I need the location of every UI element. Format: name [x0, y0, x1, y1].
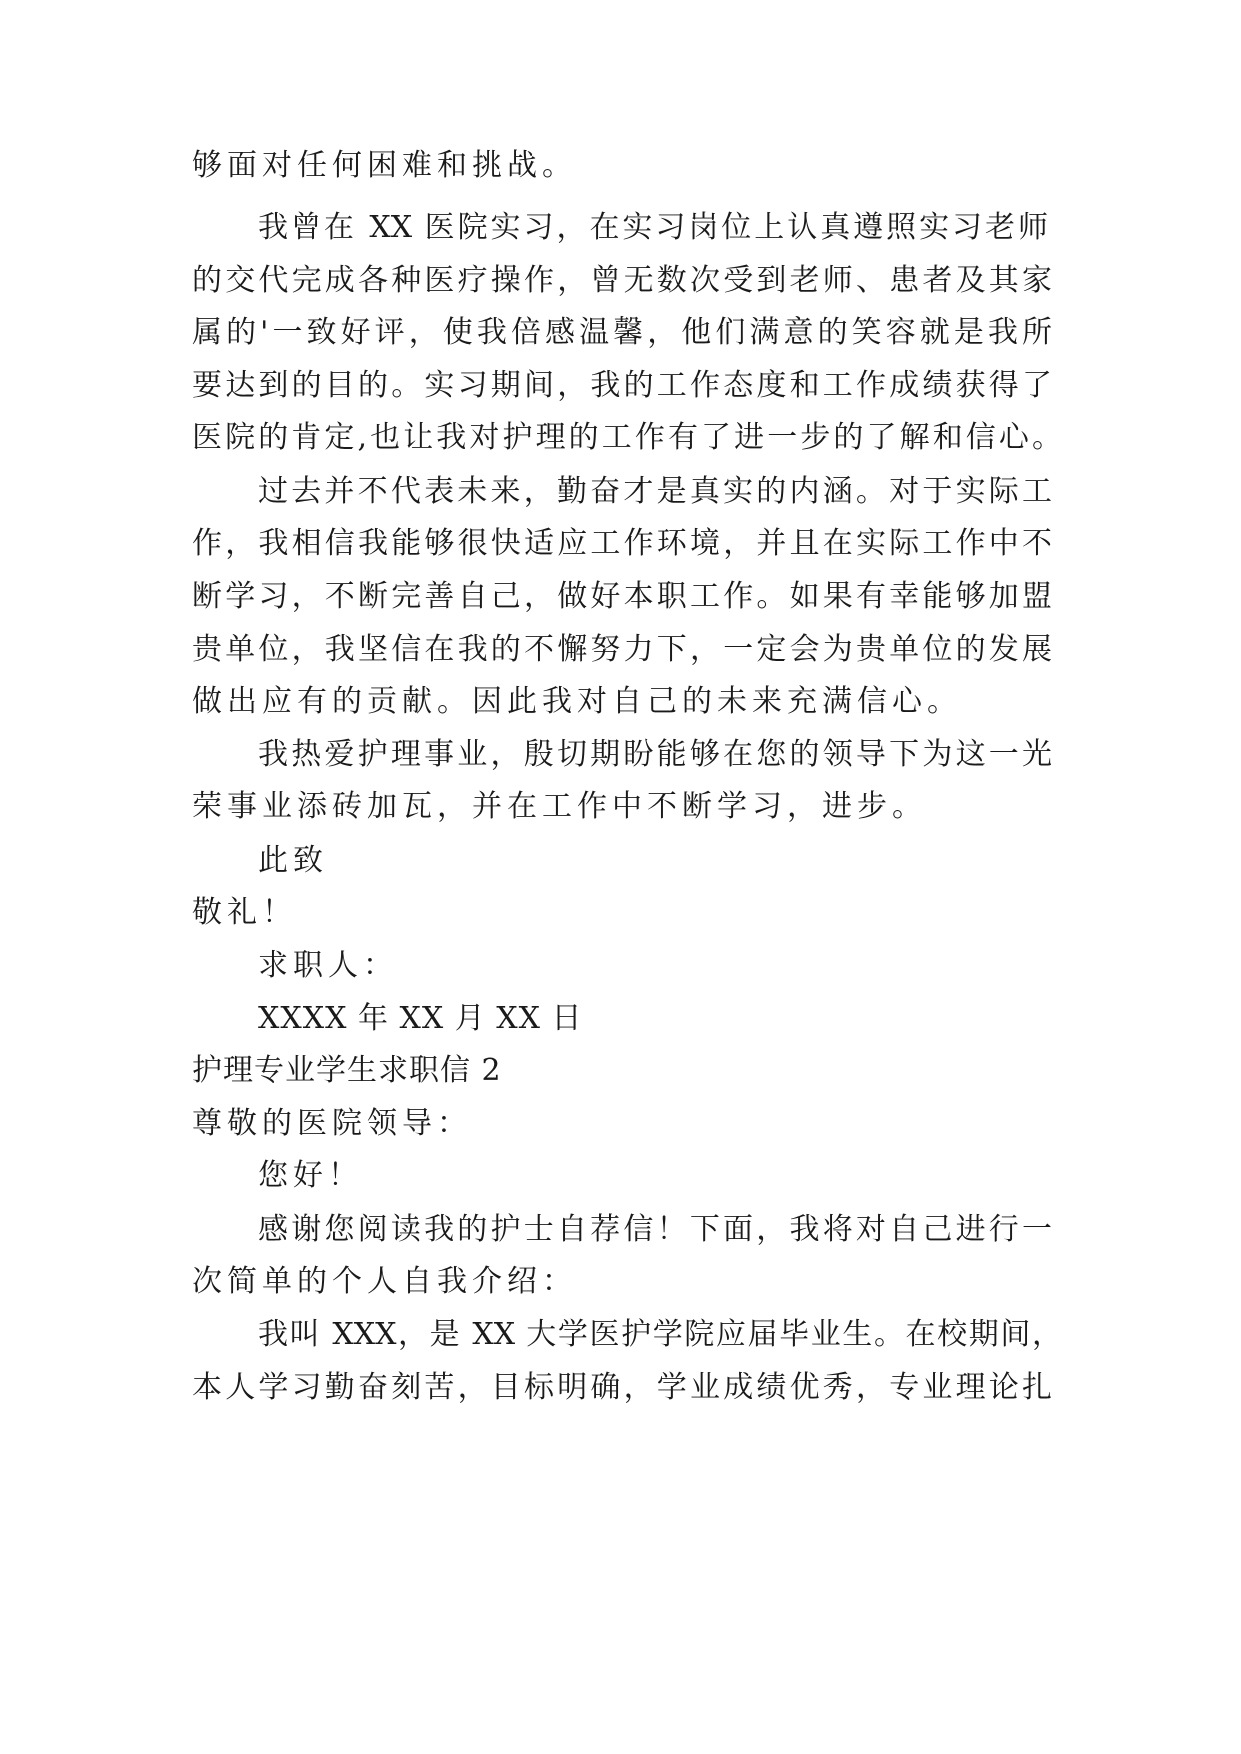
section-title: 护理专业学生求职信 2 — [192, 1053, 502, 1088]
text-line: 本人学习勤奋刻苦，目标明确，学业成绩优秀，专业理论扎 — [192, 1370, 1052, 1405]
text-line: 感谢您阅读我的护士自荐信！下面，我将对自己进行一 — [258, 1212, 1052, 1247]
text-line: 属的'一致好评，使我倍感温馨，他们满意的笑容就是我所 — [192, 315, 1052, 350]
text-line: 求职人： — [258, 948, 398, 983]
text-line: 此致 — [258, 843, 328, 878]
text-line: 次简单的个人自我介绍： — [192, 1264, 577, 1299]
text-line: 过去并不代表未来，勤奋才是真实的内涵。对于实际工 — [258, 474, 1052, 509]
text-line: 做出应有的贡献。因此我对自己的未来充满信心。 — [192, 684, 962, 719]
text-line: 作，我相信我能够很快适应工作环境，并且在实际工作中不 — [192, 526, 1052, 561]
salutation: 尊敬的医院领导： — [192, 1106, 472, 1141]
text-line: 的交代完成各种医疗操作，曾无数次受到老师、患者及其家 — [192, 263, 1052, 298]
date-line: XXXX 年 XX 月 XX 日 — [258, 1001, 583, 1036]
text-line: 我热爱护理事业，殷切期盼能够在您的领导下为这一光 — [258, 737, 1052, 772]
text-line: 断学习，不断完善自己，做好本职工作。如果有幸能够加盟 — [192, 579, 1052, 614]
text-line: 我叫 XXX，是 XX 大学医护学院应届毕业生。在校期间， — [258, 1317, 1062, 1352]
text-line: 要达到的目的。实习期间，我的工作态度和工作成绩获得了 — [192, 368, 1052, 403]
text-line: 贵单位，我坚信在我的不懈努力下，一定会为贵单位的发展 — [192, 632, 1052, 667]
text-line: 敬礼！ — [192, 895, 297, 930]
greeting: 您好！ — [258, 1158, 363, 1193]
text-line: 够面对任何困难和挑战。 — [192, 148, 577, 183]
text-line: 荣事业添砖加瓦，并在工作中不断学习，进步。 — [192, 789, 927, 824]
text-line: 我曾在 XX 医院实习，在实习岗位上认真遵照实习老师 — [258, 210, 1048, 245]
text-line: 医院的肯定,也让我对护理的工作有了进一步的了解和信心。 — [192, 420, 1062, 455]
